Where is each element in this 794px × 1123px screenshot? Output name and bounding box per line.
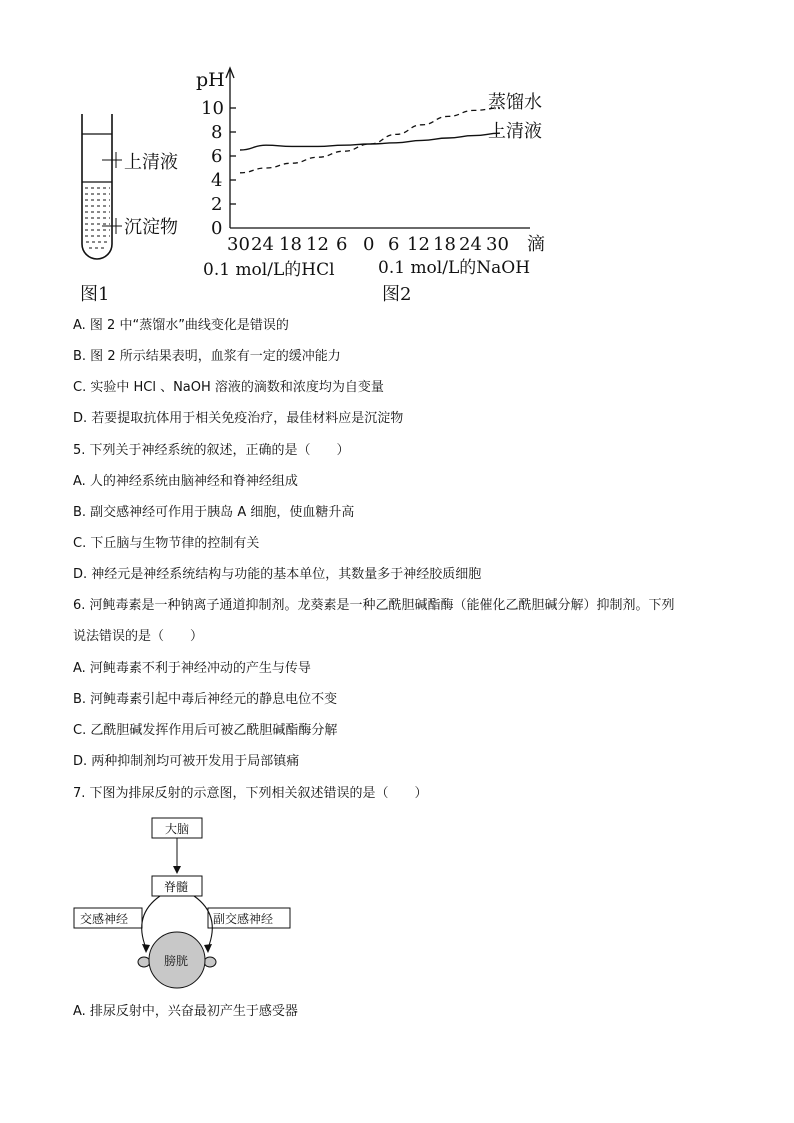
q4-option-c: C. 实验中 HCl 、NaOH 溶液的滴数和浓度均为自变量 (73, 380, 384, 395)
x-tick-label: 6 (388, 234, 400, 255)
x-tick-label: 30 (486, 234, 509, 255)
x-tick-label: 18 (433, 234, 456, 255)
spinal-cord-box (152, 876, 202, 896)
figure-area (0, 0, 794, 310)
figure2-naoh-label: 0.1 mol/L的NaOH (378, 258, 531, 278)
q6-stem-line1: 6. 河鲀毒素是一种钠离子通道抑制剂。龙葵素是一种乙酰胆碱酯酶（能催化乙酰胆碱分解）抑制剂。下列 (73, 598, 675, 613)
x-tick-label: 12 (407, 234, 430, 255)
parasympathetic-label: 副交感神经 (213, 912, 274, 926)
x-tick-label: 24 (459, 234, 482, 255)
x-tick-label: 0 (363, 234, 375, 255)
y-tick-label: 6 (211, 146, 223, 167)
bladder (138, 932, 216, 988)
figure2-x-ticks (227, 234, 509, 255)
micturition-reflex-diagram (0, 810, 794, 1000)
y-tick-label: 4 (211, 170, 223, 191)
arrow-right-icon (204, 944, 212, 953)
figure1-label: 图1 (80, 284, 110, 305)
q4-option-b: B. 图 2 所示结果表明，血浆有一定的缓冲能力 (73, 349, 341, 364)
bladder-label: 膀胱 (164, 954, 189, 968)
q5-option-b: B. 副交感神经可作用于胰岛 A 细胞，使血糖升高 (73, 505, 355, 520)
figure2-hcl-label: 0.1 mol/L的HCl (203, 260, 335, 280)
q6-option-b: B. 河鲀毒素引起中毒后神经元的静息电位不变 (73, 692, 338, 707)
q6-option-d: D. 两种抑制剂均可被开发用于局部镇痛 (73, 754, 300, 769)
q5-stem: 5. 下列关于神经系统的叙述，正确的是（ ） (73, 443, 350, 458)
figure2-y-axis-label: pH (196, 69, 225, 91)
y-tick-label: 10 (201, 98, 224, 119)
legend-water-label: 蒸馏水 (488, 92, 542, 113)
figure2-axes (226, 68, 530, 228)
q5-option-d: D. 神经元是神经系统结构与功能的基本单位，其数量多于神经胶质细胞 (73, 567, 482, 582)
parasympathetic-box (208, 908, 290, 928)
series-line-water (240, 108, 500, 173)
q4-option-d: D. 若要提取抗体用于相关免疫治疗，最佳材料应是沉淀物 (73, 411, 404, 426)
figure2-x-unit: 滴 (527, 234, 545, 255)
x-tick-label: 12 (306, 234, 329, 255)
y-tick-label: 2 (211, 194, 223, 215)
y-tick-label: 8 (211, 122, 223, 143)
figure1-test-tube (82, 114, 122, 259)
brain-box (152, 818, 202, 838)
x-tick-label: 6 (336, 234, 348, 255)
q7-stem: 7. 下图为排尿反射的示意图，下列相关叙述错误的是（ ） (73, 786, 428, 801)
sympathetic-label: 交感神经 (80, 912, 129, 926)
q5-option-a: A. 人的神经系统由脑神经和脊神经组成 (73, 474, 298, 489)
x-tick-label: 30 (227, 234, 250, 255)
x-tick-label: 24 (251, 234, 274, 255)
q6-option-c: C. 乙酰胆碱发挥作用后可被乙酰胆碱酯酶分解 (73, 723, 338, 738)
brain-label: 大脑 (165, 822, 190, 836)
figure1-precipitate-label: 沉淀物 (124, 217, 178, 238)
sympathetic-box (74, 908, 142, 928)
figure1-supernatant-label: 上清液 (124, 152, 178, 173)
spinal-cord-label: 脊髓 (164, 880, 189, 894)
q4-option-a: A. 图 2 中“蒸馏水”曲线变化是错误的 (73, 318, 289, 333)
arrow-left-icon (142, 944, 150, 953)
q6-option-a: A. 河鲀毒素不利于神经冲动的产生与传导 (73, 661, 311, 676)
series-line-supernatant (240, 133, 500, 150)
figure2-label: 图2 (382, 284, 412, 305)
x-tick-label: 18 (279, 234, 302, 255)
figure2-y-ticks (201, 98, 224, 239)
q7-option-a: A. 排尿反射中，兴奋最初产生于感受器 (73, 1004, 298, 1019)
y-tick-label: 0 (211, 218, 223, 239)
arrow-down-icon (173, 866, 181, 874)
legend-supernatant-label: 上清液 (488, 121, 542, 142)
q5-option-c: C. 下丘脑与生物节律的控制有关 (73, 536, 260, 551)
q6-stem-line2: 说法错误的是（ ） (73, 629, 204, 644)
